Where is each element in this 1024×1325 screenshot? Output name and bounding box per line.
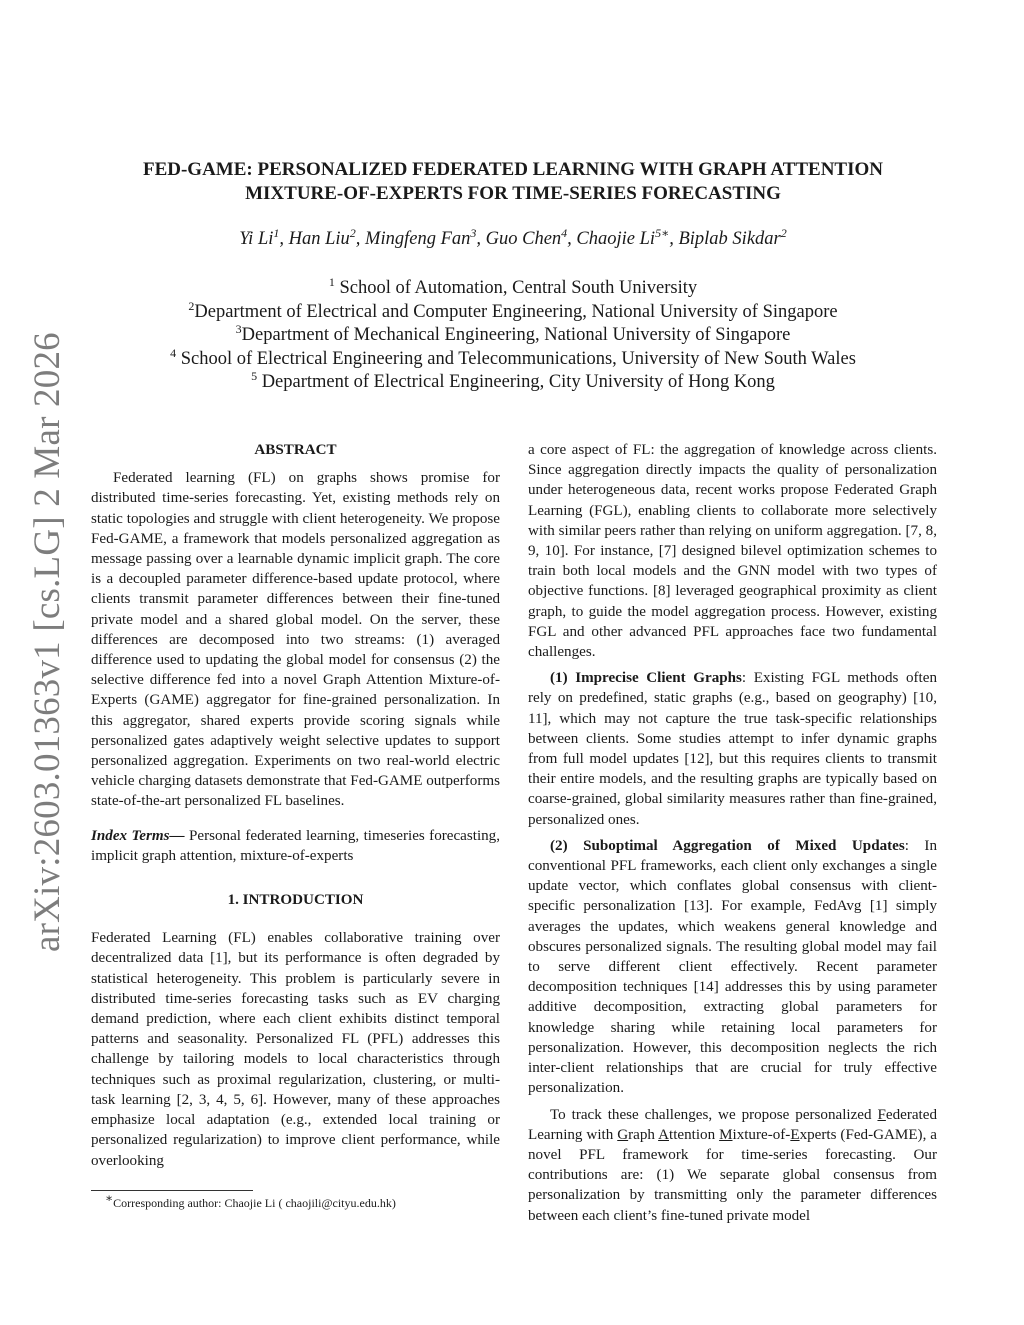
challenge-2-label: (2) Suboptimal Aggregation of Mixed Updates — [550, 837, 905, 854]
section-heading-introduction: 1. INTRODUCTION — [227, 892, 364, 909]
acronym-letter: M — [719, 1126, 733, 1143]
affiliation — [80, 371, 946, 395]
affiliation-text: Department of Mechanical Engineering, National University of Singapore — [241, 325, 791, 346]
affiliation-mark: 1 — [328, 274, 335, 289]
acronym-letter: G — [617, 1126, 629, 1143]
abstract-heading: ABSTRACT — [254, 442, 337, 458]
affiliation-mark: 5 — [251, 369, 258, 384]
affiliation — [80, 345, 946, 372]
text-run: ttention — [669, 1126, 720, 1143]
author-name: Mingfeng Fan — [365, 229, 471, 249]
left-column — [91, 440, 500, 1171]
affiliation — [80, 324, 946, 348]
challenge-1-text: : Existing FGL methods often rely on predefined, static graphs (e.g., based on geography) [10, 11], which may not capture the true task-specific relationships between clients. Some studies attempt to infer dynamic graphs from full model updates [12], but this requires clients to transmit their entire models, and the resulting graphs are typically based on coarse-grained, global similarity measures rather than fine-grained, personalized ones. — [528, 670, 937, 828]
abstract-text: Federated learning (FL) on graphs shows promise for distributed time-series forecasting. Yet, existing methods rely on static topologies and struggle with client heterogeneity. We propose Fed-GAME, a framework that models personalized aggregation as message passing over a learnable dynamic implicit graph. The core is a decoupled parameter difference-based update protocol, where clients transmit parameter differences between their fine-tuned private model and a shared global model. On the server, these differences are decomposed into two streams: (1) averaged difference used to updating the global model for consensus (2) the selective difference fed into a novel Graph Attention Mixture-of-Experts (GAME) aggregator for fine-grained personalization. In this aggregator, shared experts provide scoring signals while personalized gates adaptively weight selective updates to support personalized aggregation. Experiments on two real-world electric vehicle charging datasets demonstrate that Fed-GAME outperforms state-of-the-art personalized FL baselines. — [91, 470, 500, 810]
author-list: Yi Li$^1$, Han Liu$^2$, Mingfeng Fan$^3$, Guo Chen$^4$, Chaojie $Li^{5∗}$, Biplab Sikdar$^2$ — [239, 225, 787, 249]
index-terms-text: Personal federated learning, timeseries forecasting, implicit graph attention, mixture-of-experts — [91, 827, 501, 864]
right-column — [528, 440, 937, 1226]
challenge-2-text: : In conventional PFL frameworks, each client only exchanges a single update vector, which conflates global consensus with client-specific personalization [13]. For example, FedAvg [1] simply averages the updates, which weakens general knowledge and obscures personalized signals. The resulting global model may fail to serve different client effectively. Recent parameter decomposition techniques [14] addresses this by using parameter additive decomposition, extracting global parameters for knowledge sharing while retaining local parameters for personalization. However, this decomposition neglects the rich inter-client relationships that are crucial for truly effective personalization. — [528, 837, 938, 1097]
affiliation-text: School of Electrical Engineering and Telecommunications, University of New South Wales — [176, 348, 856, 369]
intro-paragraph-3 — [528, 836, 937, 1099]
footnote-rule — [91, 1190, 253, 1191]
affiliation — [80, 274, 946, 301]
index-terms — [91, 826, 500, 866]
affiliation — [80, 298, 946, 325]
text-run: raph — [628, 1126, 659, 1143]
affiliation-mark: 3 — [235, 322, 242, 337]
affiliation-text: Department of Electrical Engineering, City University of Hong Kong — [257, 372, 775, 393]
author-mark: 1 — [273, 225, 280, 240]
footnote — [91, 1191, 396, 1211]
author-mark: 4 — [561, 225, 568, 240]
text-run: ixture-of- — [732, 1126, 791, 1143]
arxiv-identifier: arXiv:2603.01363v1 [cs.LG] 2 Mar 2026 — [27, 332, 68, 952]
paper-title — [80, 158, 946, 206]
intro-paragraph-1-continued: a core aspect of FL: the aggregation of knowledge across clients. Since aggregation directly impacts the quality of personalization under heterogeneous data, recent works propose Federated Graph Learning (FGL), enabling clients to collaborate more selectively with similar peers rather than relying on uniform aggregation. [7, 8, 9, 10]. For instance, [7] designed bilevel optimization schemes to train both local models and the GNN model with two types of objective functions. [8] leveraged geographical proximity as client graph, to guide the model aggregation process. However, existing FGL and other advanced PFL approaches face two fundamental challenges. — [528, 442, 937, 661]
affiliation-text: School of Automation, Central South University — [334, 278, 698, 298]
author-mark: 3 — [470, 225, 477, 240]
index-terms-label: Index Terms— — [91, 827, 185, 844]
text-run: xperts (Fed-GAME), a novel PFL framework for time-series forecasting. Our contributions are: (1) We separate global consensus from personalization by transmitting only the parameter differences between each client’s fine-tuned private model — [528, 1126, 938, 1224]
footnote-text: Corresponding author: Chaojie Li ( chaojili@cityu.edu.hk) — [113, 1196, 396, 1210]
author-mark: 2 — [349, 225, 356, 240]
affiliation-list — [80, 274, 946, 395]
intro-paragraph-1: Federated Learning (FL) enables collaborative training over decentralized data [1], but its performance is often degraded by statistical heterogeneity. This problem is particularly severe in distributed time-series forecasting tasks such as EV charging demand prediction, where each client exhibits distinct temporal patterns and seasonality. Personalized FL (PFL) addresses this challenge by tailoring models to local characteristics through techniques such as proximal regularization, clustering, or multi-task learning [2, 3, 4, 5, 6]. However, many of these approaches emphasize local adaptation (e.g., extended local training or personalized regularization) to improve client performance, while overlooking — [91, 930, 500, 1169]
author-name: Han Liu — [288, 229, 350, 249]
affiliation-text: Department of Electrical and Computer Engineering, National University of Singapore — [194, 301, 838, 322]
intro-paragraph-2 — [528, 668, 937, 830]
author-name: Biplab Sikdar — [678, 229, 781, 249]
intro-paragraph-4 — [528, 1105, 937, 1226]
title-line-2: MIXTURE-OF-EXPERTS FOR TIME-SERIES FORECASTING — [245, 183, 781, 204]
acronym-letter: A — [658, 1126, 669, 1143]
affiliation-mark: 2 — [188, 298, 195, 313]
text-run: To track these challenges, we propose personalized — [550, 1106, 878, 1123]
footnote-mark: ∗ — [105, 1191, 114, 1205]
text-run: ederated Learning with — [528, 1106, 937, 1143]
challenge-1-label: (1) Imprecise Client Graphs — [550, 670, 742, 687]
author-name: Yi Li — [239, 229, 274, 249]
title-line-1: FED-GAME: PERSONALIZED FEDERATED LEARNING WITH GRAPH ATTENTION — [142, 159, 884, 180]
author-name: Guo Chen — [485, 229, 562, 249]
acronym-letter: E — [790, 1126, 800, 1143]
acronym-letter: F — [877, 1106, 886, 1123]
affiliation-mark: 4 — [170, 345, 177, 360]
author-name: Chaojie Li — [576, 229, 656, 249]
author-mark: 5∗ — [655, 225, 670, 240]
author-mark: 2 — [780, 225, 787, 240]
